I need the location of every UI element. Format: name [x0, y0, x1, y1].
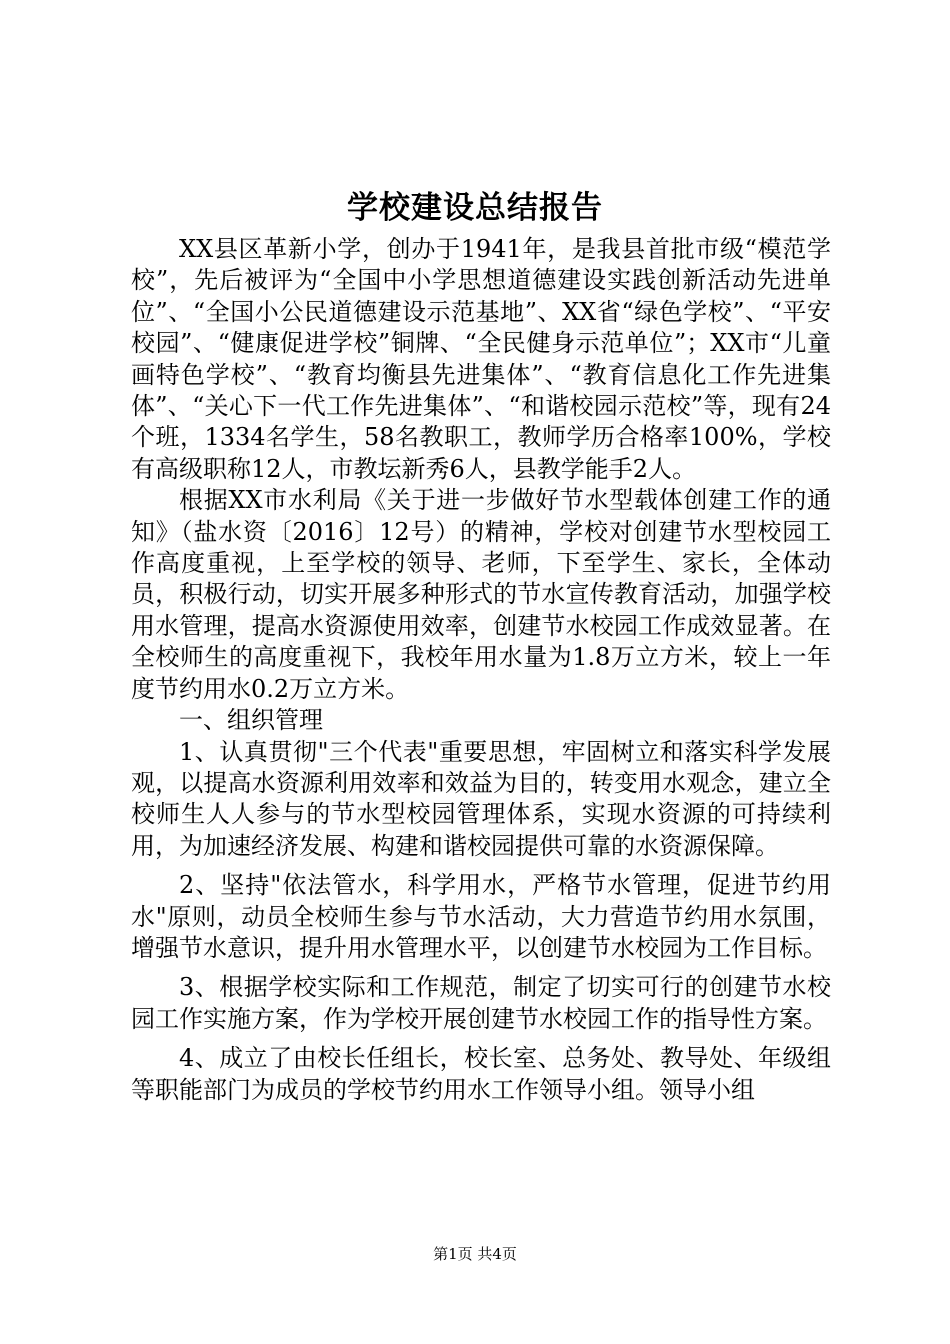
- paragraph-item-4: 4、成立了由校长任组长，校长室、总务处、教导处、年级组等职能部门为成员的学校节约用水工作领导小组。领导小组: [131, 1044, 831, 1104]
- paragraph-item-1: 1、认真贯彻"三个代表"重要思想，牢固树立和落实科学发展观，以提高水资源利用效率和效益为目的，转变用水观念，建立全校师生人人参与的节水型校园管理体系，实现水资源的可持续利用，为加速经济发展、构建和谐校园提供可靠的水资源保障。: [131, 737, 831, 860]
- paragraph-water-saving-notice: 根据XX市水利局《关于进一步做好节水型载体创建工作的通知》（盐水资〔2016〕12号）的精神，学校对创建节水型校园工作高度重视，上至学校的领导、老师，下至学生、家长，全体动员，积极行动，切实开展多种形式的节水宣传教育活动，加强学校用水管理，提高水资源使用效率，创建节水校园工作成效显著。在全校师生的高度重视下，我校年用水量为1.8万立方米，较上一年度节约用水0.2万立方米。: [131, 486, 831, 703]
- paragraph-item-3: 3、根据学校实际和工作规范，制定了切实可行的创建节水校园工作实施方案，作为学校开展创建节水校园工作的指导性方案。: [131, 973, 831, 1033]
- paragraph-item-2: 2、坚持"依法管水，科学用水，严格节水管理，促进节约用水"原则，动员全校师生参与节水活动，大力营造节约用水氛围，增强节水意识，提升用水管理水平，以创建节水校园为工作目标。: [131, 871, 831, 962]
- page-footer: 第1页 共4页: [433, 1245, 517, 1263]
- document-body: [131, 234, 831, 1106]
- document-title: 学校建设总结报告: [347, 190, 603, 226]
- paragraph-school-intro: XX县区革新小学，创办于1941年，是我县首批市级“模范学校”，先后被评为“全国中小学思想道德建设实践创新活动先进单位”、“全国小公民道德建设示范基地”、XX省“绿色学校”、“平安校园”、“健康促进学校”铜牌、“全民健身示范单位”；XX市“儿童画特色学校”、“教育均衡县先进集体”、“教育信息化工作先进集体”、“关心下一代工作先进集体”、“和谐校园示范校”等，现有24个班，1334名学生，58名教职工，教师学历合格率100%，学校有高级职称12人，市教坛新秀6人，县教学能手2人。: [131, 235, 831, 483]
- section-heading-organization: 一、组织管理: [179, 706, 323, 735]
